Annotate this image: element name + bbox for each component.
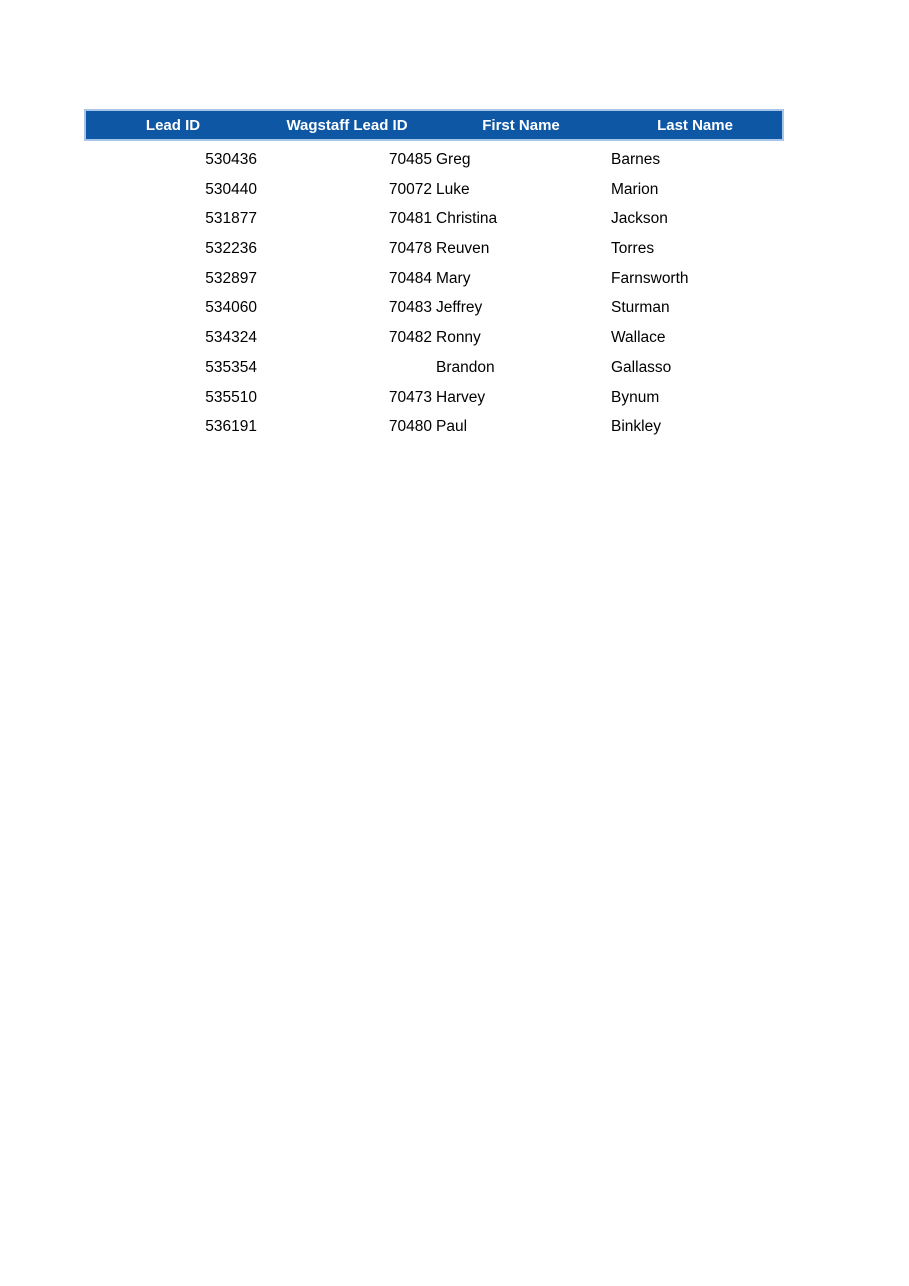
table-row bbox=[84, 264, 784, 294]
wagstaff-lead-id-cell: 70482 bbox=[388, 329, 432, 347]
lead-id-cell: 536191 bbox=[205, 418, 257, 436]
first-name-cell: Christina bbox=[436, 210, 498, 228]
wagstaff-lead-id-cell: 70480 bbox=[388, 418, 432, 436]
table-header-row bbox=[84, 109, 784, 141]
wagstaff-lead-id-cell: 70473 bbox=[388, 388, 432, 406]
lead-id-cell: 532897 bbox=[205, 269, 257, 287]
first-name-cell: Brandon bbox=[436, 358, 495, 376]
wagstaff-lead-id-cell: 70478 bbox=[388, 240, 432, 258]
last-name-cell: Marion bbox=[611, 180, 659, 198]
wagstaff-lead-id-cell: 70481 bbox=[388, 210, 432, 228]
wagstaff-lead-id-cell: 70072 bbox=[388, 180, 432, 198]
table-row bbox=[84, 294, 784, 324]
first-name-cell: Ronny bbox=[436, 329, 481, 347]
last-name-cell: Bynum bbox=[611, 388, 660, 406]
lead-id-cell: 530436 bbox=[205, 150, 257, 168]
column-header-lead-id: Lead ID bbox=[145, 116, 201, 134]
lead-id-cell: 531877 bbox=[205, 210, 257, 228]
first-name-cell: Luke bbox=[436, 180, 470, 198]
last-name-cell: Jackson bbox=[611, 210, 668, 228]
table-row bbox=[84, 204, 784, 234]
column-header-last-name: Last Name bbox=[657, 116, 733, 134]
lead-id-cell: 534324 bbox=[205, 329, 257, 347]
table-row bbox=[84, 353, 784, 383]
wagstaff-lead-id-cell: 70484 bbox=[388, 269, 432, 287]
last-name-cell: Binkley bbox=[611, 418, 661, 436]
first-name-cell: Paul bbox=[436, 418, 468, 436]
last-name-cell: Torres bbox=[611, 240, 655, 258]
first-name-cell: Mary bbox=[436, 269, 471, 287]
last-name-cell: Barnes bbox=[611, 150, 661, 168]
wagstaff-lead-id-cell: 70485 bbox=[388, 150, 432, 168]
table-row bbox=[84, 383, 784, 413]
table-row bbox=[84, 175, 784, 205]
column-header-wagstaff-lead-id: Wagstaff Lead ID bbox=[286, 116, 408, 134]
first-name-cell: Harvey bbox=[436, 388, 486, 406]
lead-table bbox=[84, 109, 784, 442]
first-name-cell: Greg bbox=[436, 150, 471, 168]
table-row bbox=[84, 412, 784, 442]
table-row bbox=[84, 234, 784, 264]
lead-id-cell: 534060 bbox=[205, 299, 257, 317]
lead-id-cell: 530440 bbox=[205, 180, 257, 198]
first-name-cell: Reuven bbox=[436, 240, 490, 258]
lead-id-cell: 532236 bbox=[205, 240, 257, 258]
last-name-cell: Wallace bbox=[611, 329, 666, 347]
first-name-cell: Jeffrey bbox=[436, 299, 483, 317]
last-name-cell: Gallasso bbox=[611, 358, 672, 376]
table-row bbox=[84, 323, 784, 353]
lead-id-cell: 535510 bbox=[205, 388, 257, 406]
last-name-cell: Sturman bbox=[611, 299, 670, 317]
table-row bbox=[84, 145, 784, 175]
column-header-first-name: First Name bbox=[482, 116, 560, 134]
table-body bbox=[84, 145, 784, 442]
lead-id-cell: 535354 bbox=[205, 358, 257, 376]
wagstaff-lead-id-cell: 70483 bbox=[388, 299, 432, 317]
last-name-cell: Farnsworth bbox=[611, 269, 689, 287]
